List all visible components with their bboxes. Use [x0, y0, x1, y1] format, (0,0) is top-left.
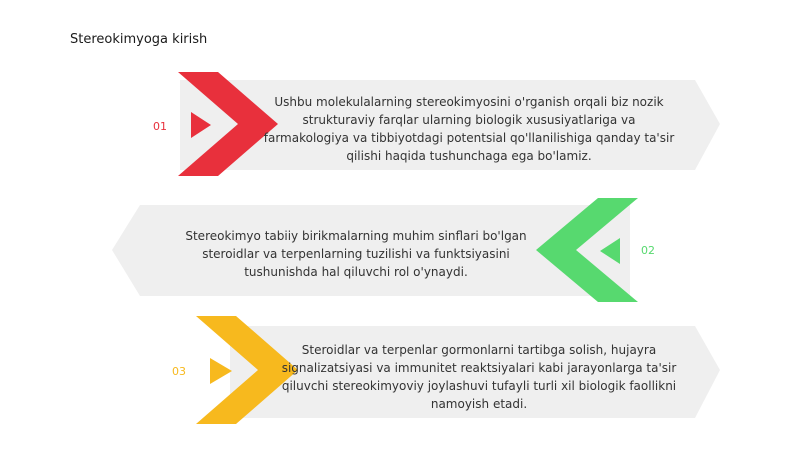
item-1-number: 01	[153, 120, 167, 133]
item-1-text: Ushbu molekulalarning stereokimyosini o'rganish orqali biz nozik strukturaviy farqlar ularning biologik xususiyatlariga va farmakologiya va tibbiyotdagi potentsial qo'llanilishiga qanday ta'sir qilishi haqida tushunchaga ega bo'lamiz.	[263, 95, 675, 163]
chevron-3-triangle	[210, 358, 232, 384]
slide-title: Stereokimyoga kirish	[70, 32, 208, 47]
item-3-text: Steroidlar va terpenlar gormonlarni tartibga solish, hujayra signalizatsiyasi va immunitet reaktsiyalari kabi jarayonlarga ta'sir qiluvchi stereokimyoviy joylashuvi tufayli turli xil biologik faollikni namoyish etadi.	[281, 343, 677, 411]
item-2-text: Stereokimyo tabiiy birikmalarning muhim sinflari bo'lgan steroidlar va terpenlarning tuzilishi va funktsiyasini tushunishda hal qiluvchi rol o'ynaydi.	[185, 229, 527, 279]
item-2-number: 02	[641, 244, 655, 257]
item-3-number: 03	[172, 365, 186, 378]
